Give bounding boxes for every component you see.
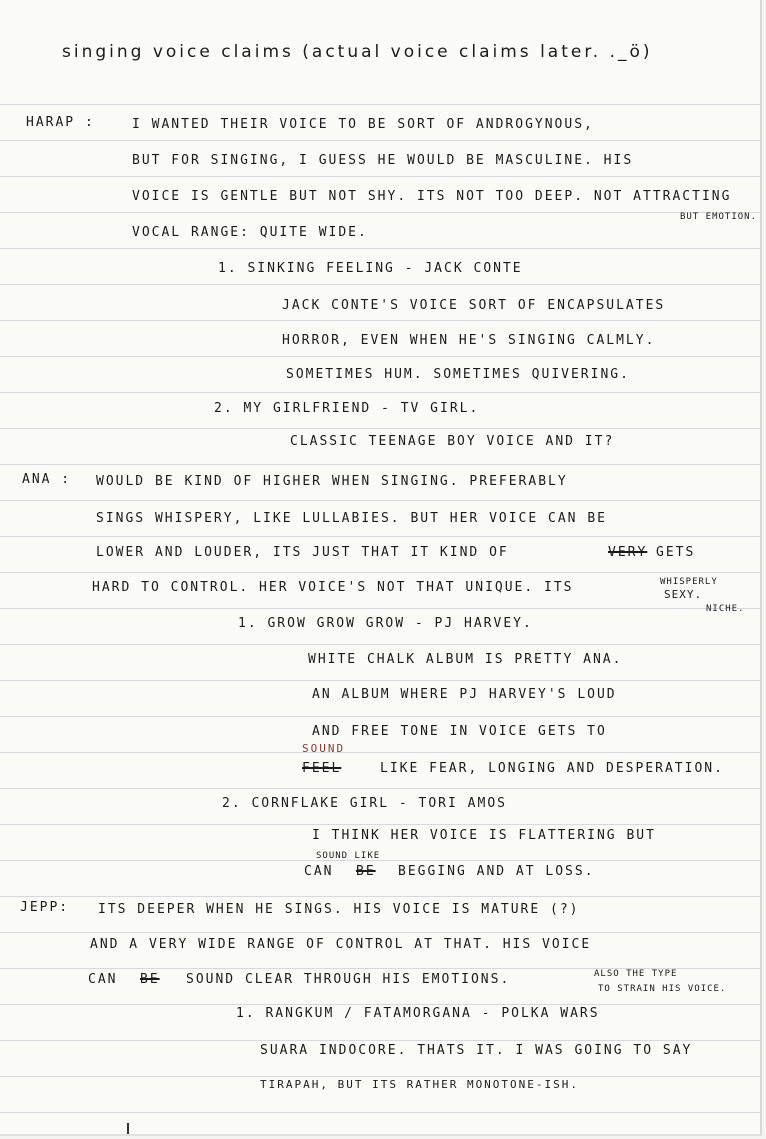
song-note: JACK CONTE'S VOICE SORT OF ENCAPSULATES (282, 298, 666, 313)
ana-can-word: CAN (304, 864, 334, 879)
ruled-line (0, 428, 760, 429)
harap-line-3: VOICE IS GENTLE BUT NOT SHY. ITS NOT TOO DEEP. NOT ATTRACTING (132, 189, 732, 204)
ruled-line (0, 392, 760, 393)
harap-margin-note: BUT EMOTION. (680, 212, 758, 222)
ana-line-1: WOULD BE KIND OF HIGHER WHEN SINGING. PREFERABLY (96, 474, 568, 489)
ana-gets-word: GETS (656, 545, 696, 560)
ruled-line (0, 464, 760, 465)
struck-word: BE (140, 972, 160, 987)
song-title: 1. GROW GROW GROW - PJ HARVEY. (238, 616, 533, 631)
song-note: TIRAPAH, BUT ITS RATHER MONOTONE-ISH. (260, 1078, 580, 1091)
song-note: LIKE FEAR, LONGING AND DESPERATION. (380, 761, 724, 776)
ana-margin-note-2: SEXY. (664, 588, 703, 601)
ruled-line (0, 320, 760, 321)
speaker-ana: ANA : (22, 472, 72, 487)
song-title: 2. CORNFLAKE GIRL - TORI AMOS (222, 796, 507, 811)
struck-word: BE (356, 864, 376, 879)
ruled-line (0, 212, 760, 213)
ruled-line (0, 608, 760, 609)
ruled-line (0, 1040, 760, 1041)
ruled-line (0, 500, 760, 501)
page-title: singing voice claims (actual voice claims later. ._ö) (62, 42, 653, 62)
speaker-harap: HARAP : (26, 115, 95, 130)
jepp-line-2: AND A VERY WIDE RANGE OF CONTROL AT THAT. HIS VOICE (90, 937, 592, 952)
ana-line-4: HARD TO CONTROL. HER VOICE'S NOT THAT UNIQUE. ITS (92, 580, 574, 595)
song-note: I THINK HER VOICE IS FLATTERING BUT (312, 828, 656, 843)
ana-margin-note-1: WHISPERLY (660, 577, 718, 587)
ana-line-2: SINGS WHISPERY, LIKE LULLABIES. BUT HER VOICE CAN BE (96, 511, 607, 526)
song-title: 1. SINKING FEELING - JACK CONTE (218, 261, 523, 276)
struck-word: VERY (608, 545, 648, 560)
song-title: 1. RANGKUM / FATAMORGANA - POLKA WARS (236, 1006, 600, 1021)
song-note: BEGGING AND AT LOSS. (398, 864, 595, 879)
jepp-can-word: CAN (88, 972, 118, 987)
ruled-line (0, 932, 760, 933)
harap-line-1: I WANTED THEIR VOICE TO BE SORT OF ANDROGYNOUS, (132, 117, 594, 132)
song-title: 2. MY GIRLFRIEND - TV GIRL. (214, 401, 480, 416)
ruled-line (0, 176, 760, 177)
ruled-line (0, 248, 760, 249)
harap-line-4: VOCAL RANGE: QUITE WIDE. (132, 225, 368, 240)
struck-word: FEEL (302, 761, 342, 776)
pen-mark (127, 1123, 129, 1136)
ruled-line (0, 1112, 760, 1113)
jepp-margin-note-2: TO STRAIN HIS VOICE. (598, 984, 727, 994)
insert-word: SOUND LIKE (316, 851, 381, 861)
ruled-line (0, 752, 760, 753)
song-note: AND FREE TONE IN VOICE GETS TO (312, 724, 607, 739)
song-note: CLASSIC TEENAGE BOY VOICE AND IT? (290, 434, 615, 449)
ruled-line (0, 1004, 760, 1005)
ruled-line (0, 536, 760, 537)
ruled-line (0, 284, 760, 285)
ruled-line (0, 644, 760, 645)
song-note: SUARA INDOCORE. THATS IT. I WAS GOING TO SAY (260, 1043, 693, 1058)
song-note: WHITE CHALK ALBUM IS PRETTY ANA. (308, 652, 623, 667)
ruled-line (0, 896, 760, 897)
ruled-line (0, 788, 760, 789)
insert-word: SOUND (302, 742, 346, 755)
ruled-line (0, 572, 760, 573)
ruled-line (0, 356, 760, 357)
ana-margin-note-3: NICHE. (706, 604, 745, 614)
ana-line-3: LOWER AND LOUDER, ITS JUST THAT IT KIND OF (96, 545, 509, 560)
jepp-line-3: SOUND CLEAR THROUGH HIS EMOTIONS. (186, 972, 511, 987)
ruled-line (0, 140, 760, 141)
song-note: HORROR, EVEN WHEN HE'S SINGING CALMLY. (282, 333, 656, 348)
jepp-margin-note-1: ALSO THE TYPE (594, 969, 678, 979)
song-note: AN ALBUM WHERE PJ HARVEY'S LOUD (312, 687, 617, 702)
ruled-line (0, 824, 760, 825)
song-note: SOMETIMES HUM. SOMETIMES QUIVERING. (286, 367, 630, 382)
jepp-line-1: ITS DEEPER WHEN HE SINGS. HIS VOICE IS MATURE (?) (98, 902, 580, 917)
ruled-line (0, 104, 760, 105)
ruled-line (0, 716, 760, 717)
ruled-line (0, 680, 760, 681)
speaker-jepp: JEPP: (20, 900, 70, 915)
harap-line-2: BUT FOR SINGING, I GUESS HE WOULD BE MASCULINE. HIS (132, 153, 634, 168)
